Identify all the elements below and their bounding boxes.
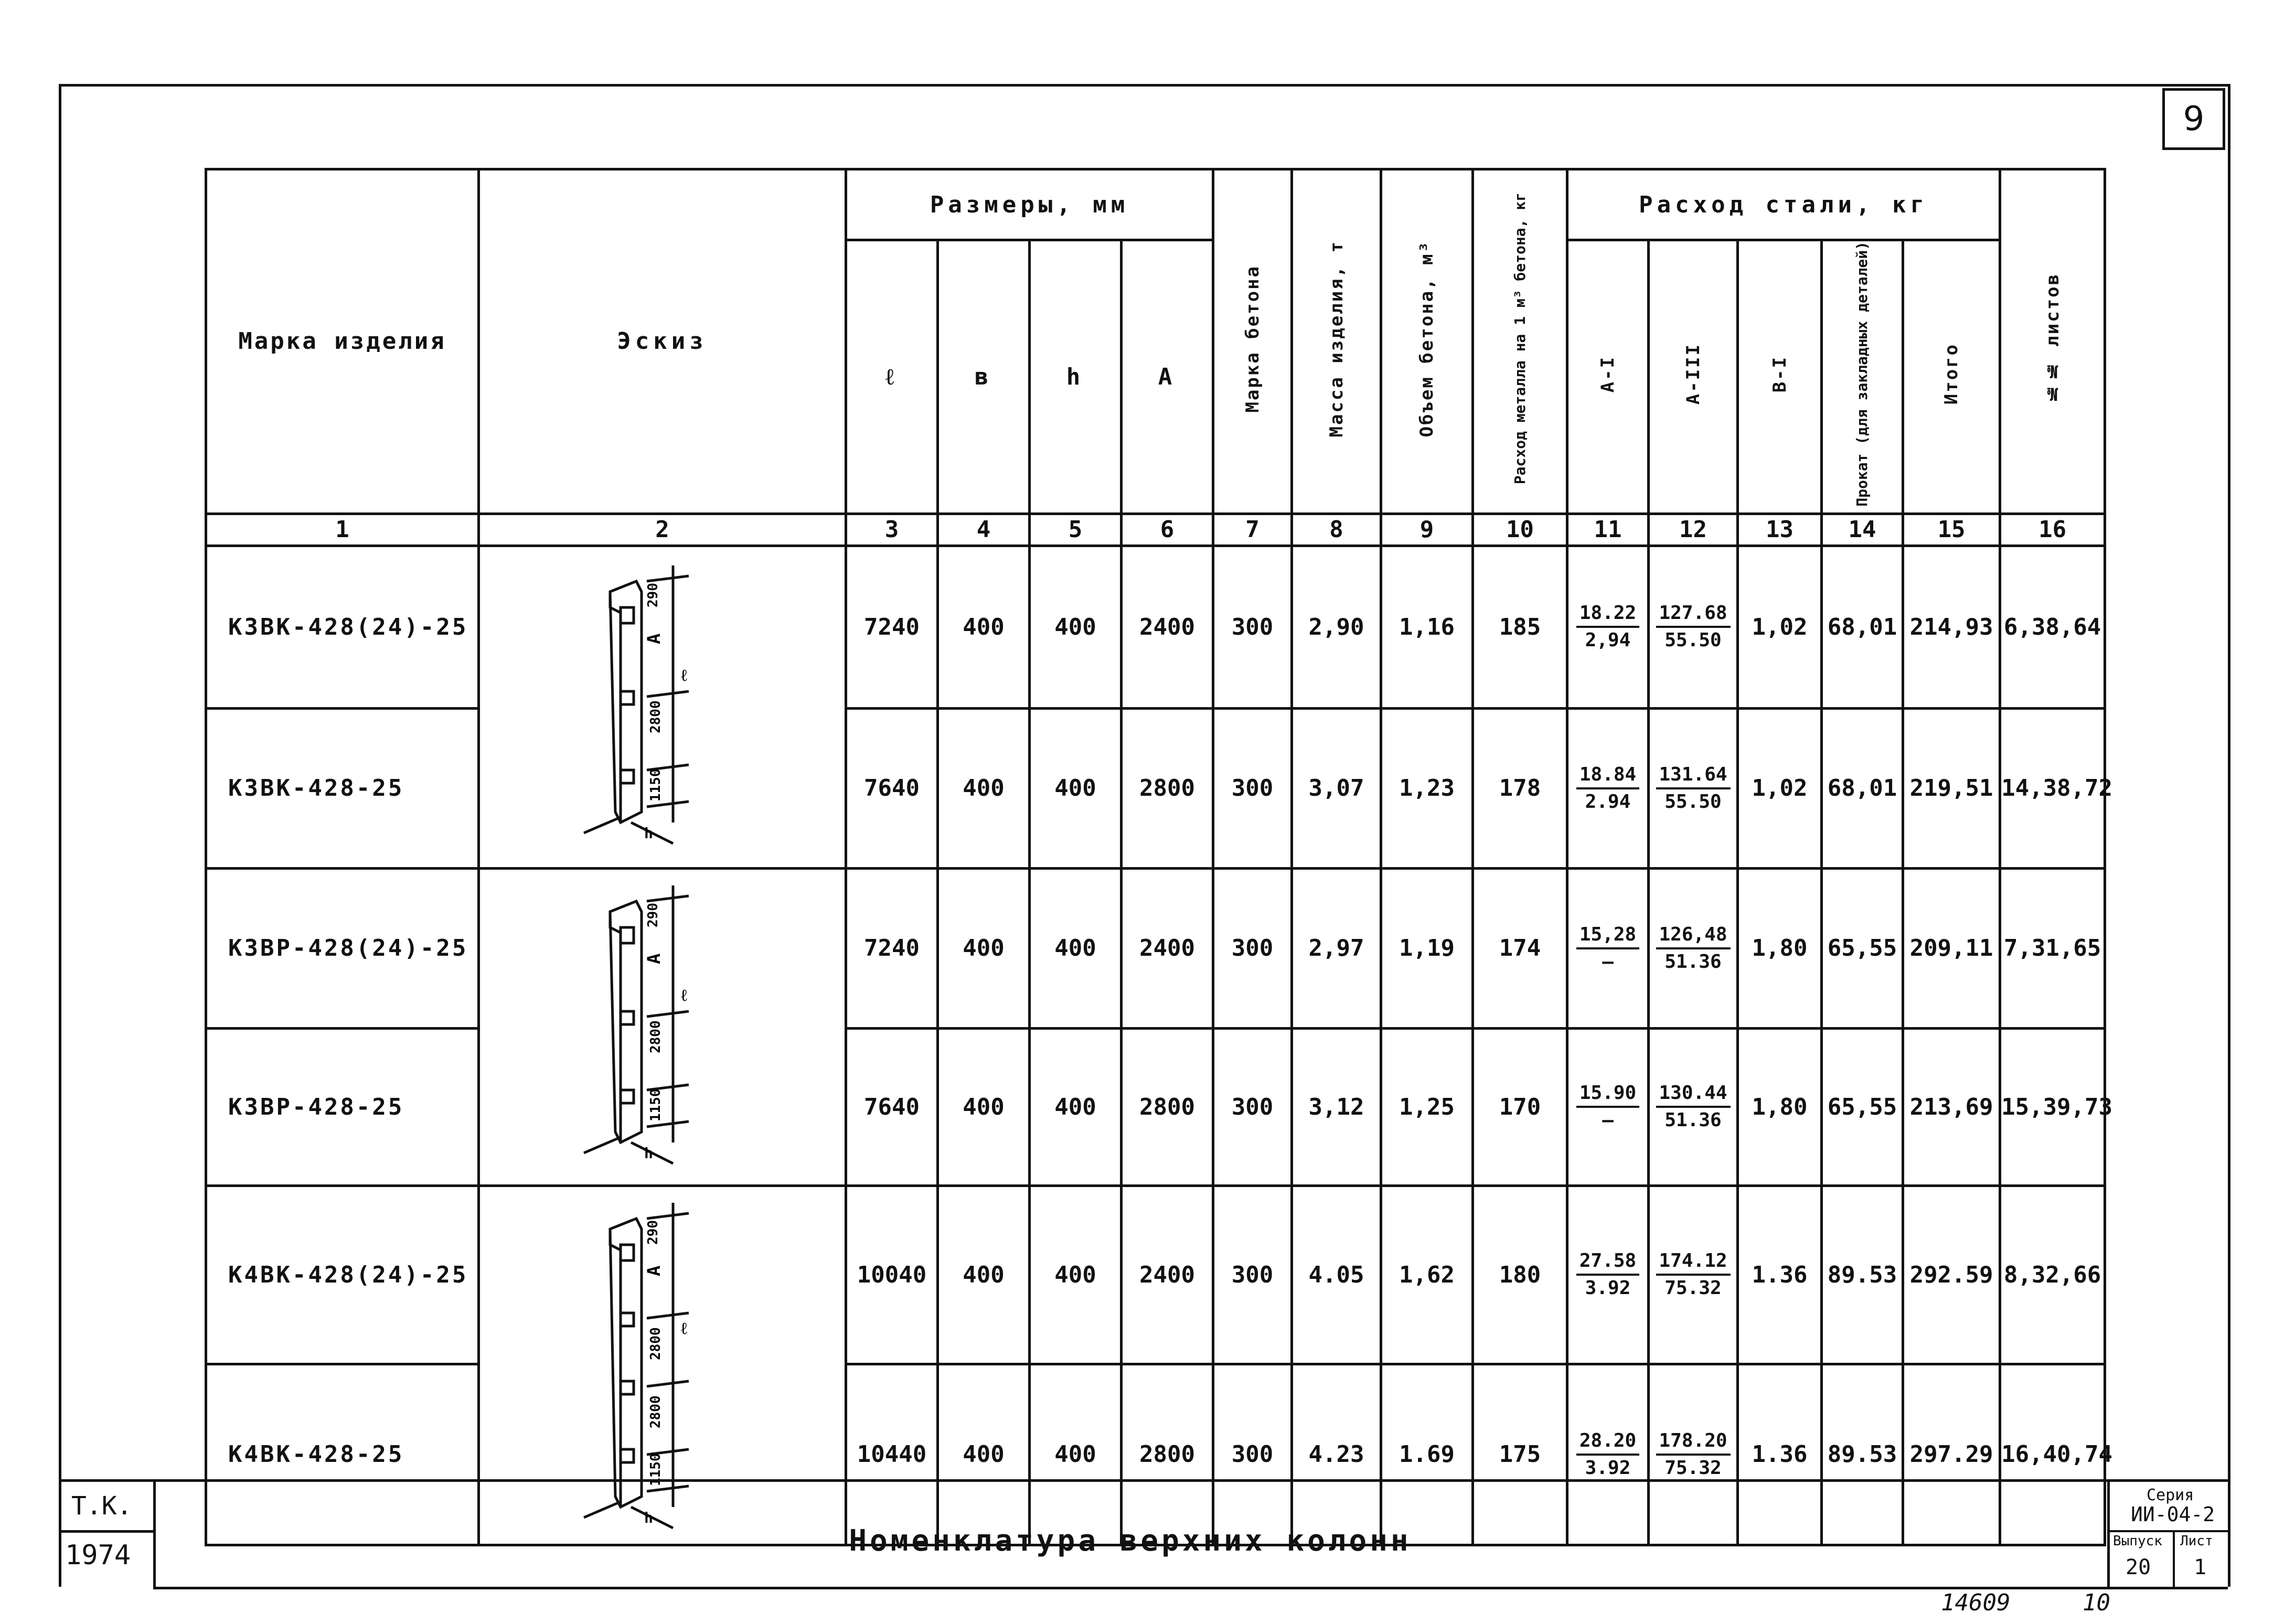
colnum: 7 <box>1213 514 1292 546</box>
column-sketch <box>479 868 846 1185</box>
cell-l: 10440 <box>846 1364 938 1545</box>
cell-volume: 1,19 <box>1381 868 1473 1028</box>
cell-b1: 1.36 <box>1738 1364 1822 1545</box>
sketch-dim-l: ℓ <box>680 985 687 1005</box>
cell-sheets: 14,38,72 <box>2000 708 2105 868</box>
sketch-dim-bot: 1150 <box>647 1088 664 1121</box>
header-steel-a1: А-I <box>1567 240 1649 514</box>
column-sketch-drawing <box>568 880 757 1174</box>
cell-volume: 1.69 <box>1381 1364 1473 1545</box>
header-metal: Расход металла на 1 м³ бетона, кг <box>1473 169 1567 514</box>
cell-h: 400 <box>1030 1364 1122 1545</box>
sketch-dim-h: h <box>644 824 653 842</box>
header-steel-total: Итого <box>1903 240 2000 514</box>
sketch-dim-bot: 1150 <box>647 1453 664 1486</box>
row-mark: К3ВК-428(24)-25 <box>206 546 479 708</box>
cell-total: 213,69 <box>1903 1028 2000 1185</box>
cell-volume: 1,16 <box>1381 546 1473 708</box>
cell-prokat: 68,01 <box>1822 708 1903 868</box>
cell-concrete: 300 <box>1213 708 1292 868</box>
cell-mass: 4.23 <box>1292 1364 1381 1545</box>
cell-a: 2400 <box>1122 1185 1213 1364</box>
cell-b1: 1,80 <box>1738 1028 1822 1185</box>
sketch-dim-a: А <box>643 953 665 964</box>
page-number: 9 <box>2162 88 2225 150</box>
header-steel-b1: В-I <box>1738 240 1822 514</box>
cell-l: 7640 <box>846 1028 938 1185</box>
colnum: 9 <box>1381 514 1473 546</box>
cell-concrete: 300 <box>1213 546 1292 708</box>
cell-a: 2400 <box>1122 546 1213 708</box>
cell-l: 10040 <box>846 1185 938 1364</box>
cell-a1: $\frac{28.20}{3.92}$ <box>1567 1364 1649 1545</box>
cell-sheets: 6,38,64 <box>2000 546 2105 708</box>
cell-a3: $\frac{131.64}{55.50}$ <box>1649 708 1738 868</box>
inventory-number: 14609 <box>1941 1589 2011 1616</box>
issue-label: Выпуск <box>2113 1533 2162 1549</box>
cell-metal: 180 <box>1473 1185 1567 1364</box>
colnum: 5 <box>1030 514 1122 546</box>
cell-b: 400 <box>938 708 1030 868</box>
row-mark: К4ВК-428-25 <box>206 1364 479 1545</box>
sketch-dim-mid: 2800 <box>647 1395 664 1428</box>
column-sketch <box>479 546 846 868</box>
cell-a1: $\frac{15.90}{—}$ <box>1567 1028 1649 1185</box>
cell-l: 7640 <box>846 708 938 868</box>
colnum: 4 <box>938 514 1030 546</box>
cell-b: 400 <box>938 1185 1030 1364</box>
header-steel-a3: А-III <box>1649 240 1738 514</box>
title-block-left <box>59 1479 156 1587</box>
header-volume: Объем бетона, м³ <box>1381 169 1473 514</box>
cell-sheets: 7,31,65 <box>2000 868 2105 1028</box>
cell-a3: $\frac{174.12}{75.32}$ <box>1649 1185 1738 1364</box>
sketch-dim-l: ℓ <box>680 665 687 685</box>
cell-l: 7240 <box>846 546 938 708</box>
column-numbers-row <box>206 514 2105 546</box>
cell-mass: 2,90 <box>1292 546 1381 708</box>
header-mark: Марка изделия <box>206 169 479 514</box>
sheet-label: Лист <box>2180 1533 2213 1549</box>
column-sketch-drawing <box>568 560 757 854</box>
cell-b: 400 <box>938 868 1030 1028</box>
series-label: Серия <box>2147 1486 2194 1504</box>
colnum: 13 <box>1738 514 1822 546</box>
cell-b1: 1,02 <box>1738 708 1822 868</box>
cell-volume: 1,23 <box>1381 708 1473 868</box>
cell-b1: 1.36 <box>1738 1185 1822 1364</box>
cell-b: 400 <box>938 1028 1030 1185</box>
cell-h: 400 <box>1030 546 1122 708</box>
cell-mass: 3,07 <box>1292 708 1381 868</box>
colnum: 6 <box>1122 514 1213 546</box>
cell-a: 2800 <box>1122 708 1213 868</box>
sketch-dim-mid: 2800 <box>647 1327 664 1360</box>
sketch-dim-a: А <box>643 633 665 644</box>
table-row <box>206 868 2105 1028</box>
cell-concrete: 300 <box>1213 1185 1292 1364</box>
cell-h: 400 <box>1030 1185 1122 1364</box>
footer-number: 10 <box>2083 1589 2110 1616</box>
colnum: 14 <box>1822 514 1903 546</box>
row-mark: К4ВК-428(24)-25 <box>206 1185 479 1364</box>
colnum: 10 <box>1473 514 1567 546</box>
cell-total: 292.59 <box>1903 1185 2000 1364</box>
issue-value: 20 <box>2126 1555 2151 1579</box>
title-block <box>59 1479 2225 1584</box>
row-mark: К3ВР-428(24)-25 <box>206 868 479 1028</box>
sheet-value: 1 <box>2194 1555 2207 1579</box>
cell-volume: 1,25 <box>1381 1028 1473 1185</box>
drawing-title: Номенклатура верхних колонн <box>849 1524 1412 1558</box>
header-sizes: Размеры, мм <box>846 169 1213 240</box>
header-steel-prokat: Прокат (для закладных деталей) <box>1822 240 1903 514</box>
header-sheets: №№ листов <box>2000 169 2105 514</box>
colnum: 16 <box>2000 514 2105 546</box>
cell-total: 297.29 <box>1903 1364 2000 1545</box>
cell-concrete: 300 <box>1213 1364 1292 1545</box>
cell-b: 400 <box>938 546 1030 708</box>
cell-a1: $\frac{27.58}{3.92}$ <box>1567 1185 1649 1364</box>
tk-label: Т.К. <box>71 1491 132 1521</box>
sketch-dim-l: ℓ <box>680 1318 687 1338</box>
cell-concrete: 300 <box>1213 868 1292 1028</box>
header-steel: Расход стали, кг <box>1567 169 2000 240</box>
cell-a1: $\frac{15,28}{—}$ <box>1567 868 1649 1028</box>
table-row <box>206 1185 2105 1364</box>
cell-a: 2800 <box>1122 1364 1213 1545</box>
cell-a1: $\frac{18.22}{2,94}$ <box>1567 546 1649 708</box>
cell-prokat: 65,55 <box>1822 1028 1903 1185</box>
cell-mass: 2,97 <box>1292 868 1381 1028</box>
cell-sheets: 8,32,66 <box>2000 1185 2105 1364</box>
cell-volume: 1,62 <box>1381 1185 1473 1364</box>
cell-prokat: 89.53 <box>1822 1185 1903 1364</box>
colnum: 11 <box>1567 514 1649 546</box>
colnum: 2 <box>479 514 846 546</box>
cell-a: 2400 <box>1122 868 1213 1028</box>
nomenclature-table <box>205 168 2112 1546</box>
cell-b: 400 <box>938 1364 1030 1545</box>
header-concrete: Марка бетона <box>1213 169 1292 514</box>
cell-a3: $\frac{127.68}{55.50}$ <box>1649 546 1738 708</box>
sketch-dim-mid: 2800 <box>647 1020 664 1053</box>
cell-a3: $\frac{126,48}{51.36}$ <box>1649 868 1738 1028</box>
title-block-main <box>153 1479 2107 1589</box>
cell-sheets: 15,39,73 <box>2000 1028 2105 1185</box>
cell-total: 219,51 <box>1903 708 2000 868</box>
header-size-h: h <box>1030 240 1122 514</box>
cell-metal: 178 <box>1473 708 1567 868</box>
row-mark: К3ВР-428-25 <box>206 1028 479 1185</box>
cell-total: 214,93 <box>1903 546 2000 708</box>
cell-mass: 4.05 <box>1292 1185 1381 1364</box>
cell-a1: $\frac{18.84}{2.94}$ <box>1567 708 1649 868</box>
sketch-dim-top: 290 <box>645 582 661 607</box>
cell-concrete: 300 <box>1213 1028 1292 1185</box>
header-size-l: ℓ <box>846 240 938 514</box>
cell-prokat: 68,01 <box>1822 546 1903 708</box>
cell-metal: 175 <box>1473 1364 1567 1545</box>
cell-mass: 3,12 <box>1292 1028 1381 1185</box>
cell-a3: $\frac{178.20}{75.32}$ <box>1649 1364 1738 1545</box>
cell-a3: $\frac{130.44}{51.36}$ <box>1649 1028 1738 1185</box>
cell-sheets: 16,40,74 <box>2000 1364 2105 1545</box>
header-mass: Масса изделия, т <box>1292 169 1381 514</box>
cell-b1: 1,02 <box>1738 546 1822 708</box>
sketch-dim-bot: 1150 <box>647 768 664 802</box>
year-label: 1974 <box>65 1540 131 1571</box>
cell-metal: 170 <box>1473 1028 1567 1185</box>
colnum: 12 <box>1649 514 1738 546</box>
colnum: 8 <box>1292 514 1381 546</box>
cell-h: 400 <box>1030 1028 1122 1185</box>
row-mark: К3ВК-428-25 <box>206 708 479 868</box>
colnum: 1 <box>206 514 479 546</box>
header-size-a: А <box>1122 240 1213 514</box>
sketch-dim-a: А <box>643 1265 665 1276</box>
header-size-b: в <box>938 240 1030 514</box>
sketch-dim-top: 290 <box>645 1220 661 1245</box>
cell-a: 2800 <box>1122 1028 1213 1185</box>
cell-l: 7240 <box>846 868 938 1028</box>
cell-total: 209,11 <box>1903 868 2000 1028</box>
cell-prokat: 65,55 <box>1822 868 1903 1028</box>
cell-h: 400 <box>1030 708 1122 868</box>
colnum: 15 <box>1903 514 2000 546</box>
sketch-dim-h: h <box>644 1144 653 1162</box>
header-sketch: Эскиз <box>479 169 846 514</box>
title-block-right <box>2107 1479 2228 1589</box>
cell-metal: 185 <box>1473 546 1567 708</box>
series-value: ИИ-04-2 <box>2131 1503 2215 1526</box>
colnum: 3 <box>846 514 938 546</box>
cell-h: 400 <box>1030 868 1122 1028</box>
sketch-dim-top: 290 <box>645 902 661 927</box>
table-row <box>206 546 2105 708</box>
cell-prokat: 89.53 <box>1822 1364 1903 1545</box>
cell-metal: 174 <box>1473 868 1567 1028</box>
sketch-dim-mid: 2800 <box>647 700 664 733</box>
cell-b1: 1,80 <box>1738 868 1822 1028</box>
sketch-dim-h: h <box>644 1509 653 1526</box>
